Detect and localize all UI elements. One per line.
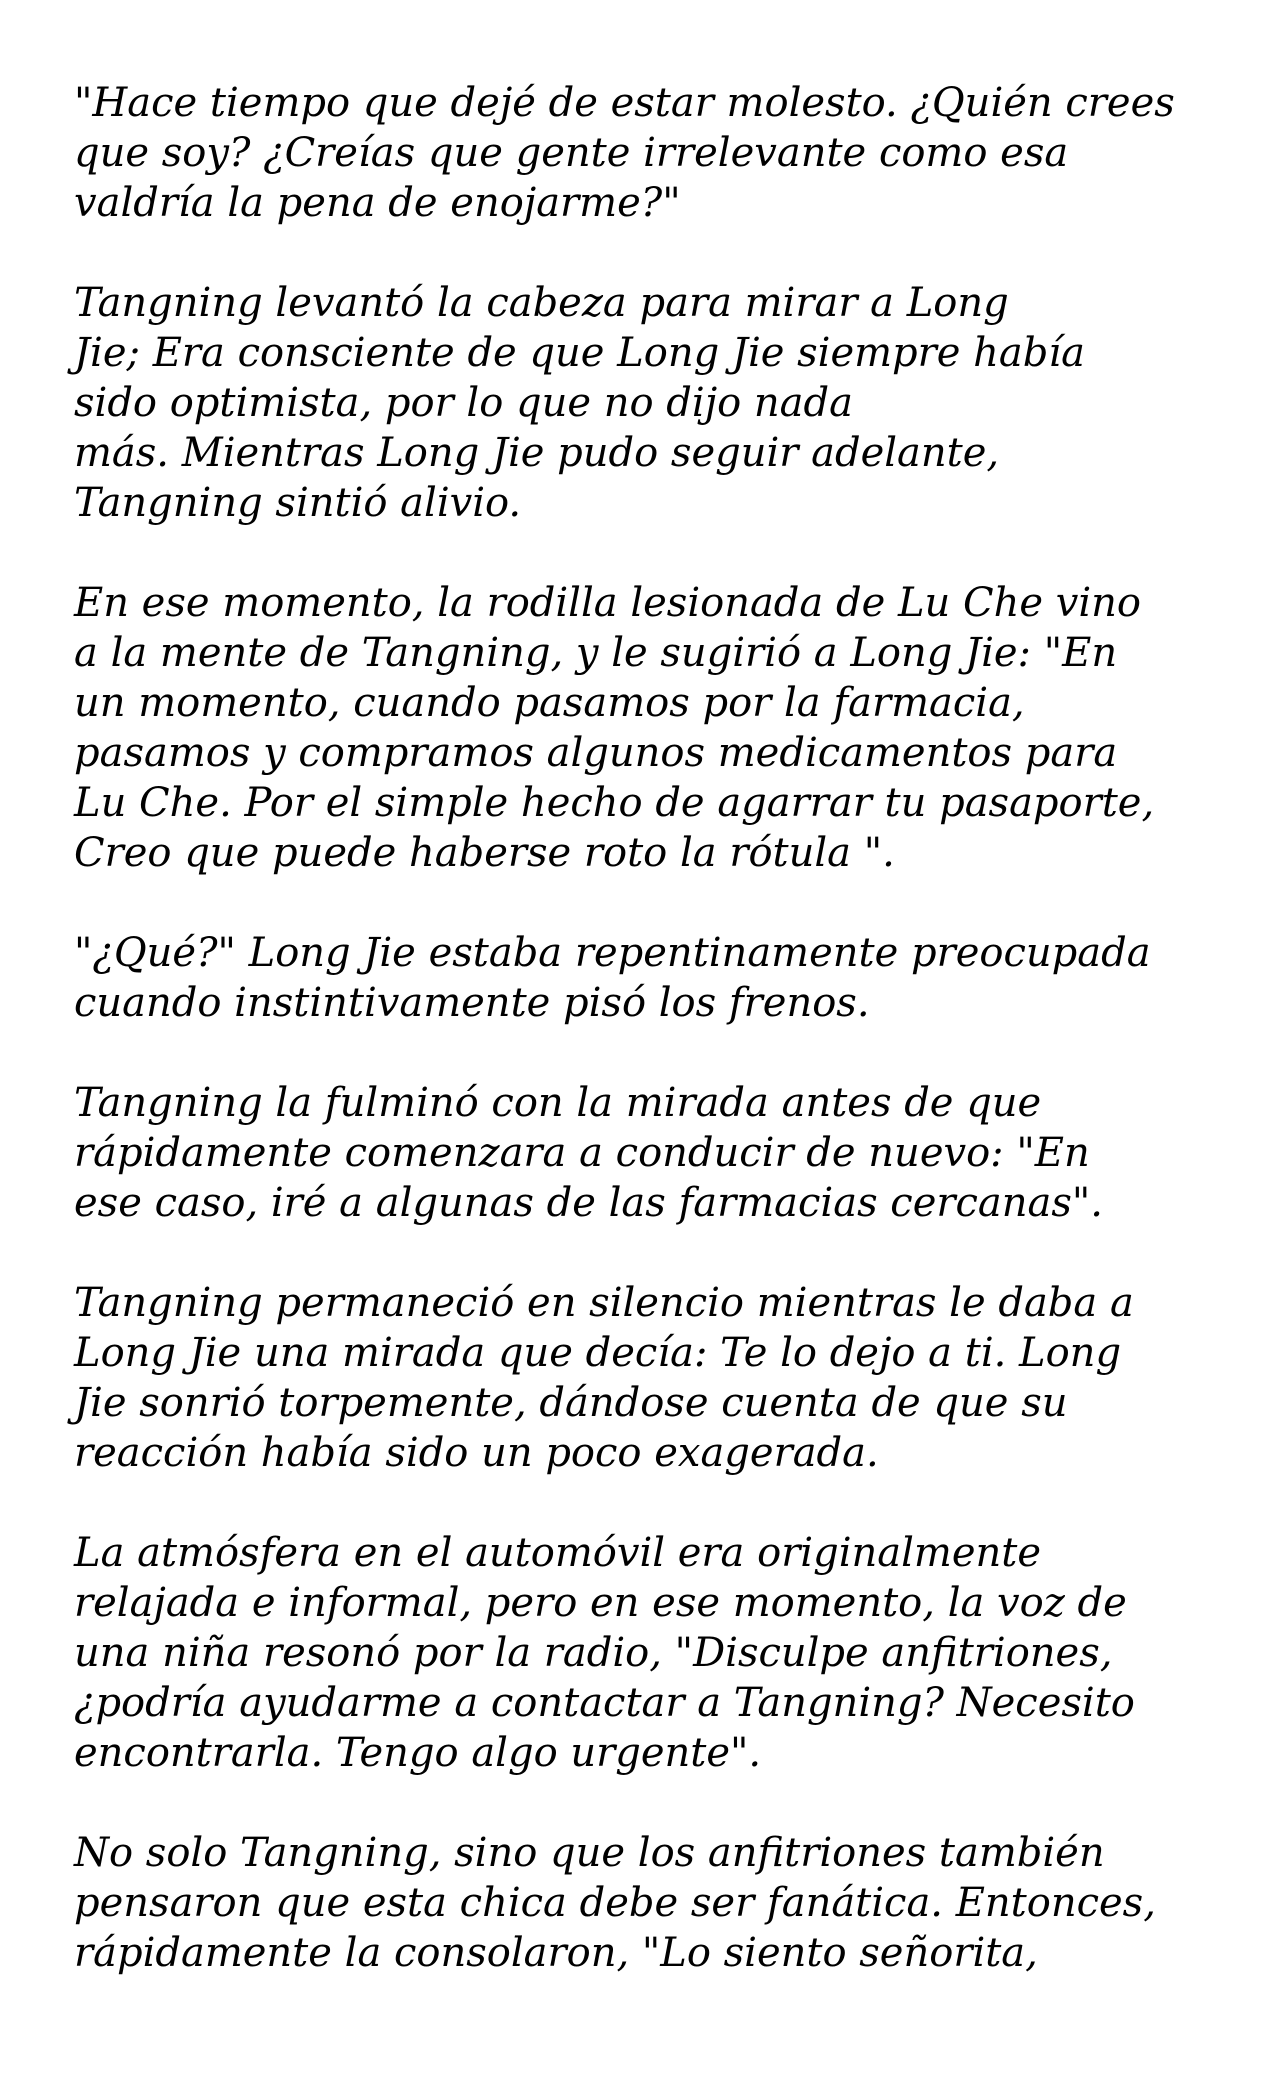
text-line: En ese momento, la rodilla lesionada de Lu Che vino (74, 580, 1141, 626)
text-line: Tangning sintió alivio. (74, 480, 522, 526)
paragraph (74, 928, 1214, 1028)
paragraph (74, 78, 1214, 228)
text-line: más. Mientras Long Jie pudo seguir adelante, (74, 430, 1000, 476)
document-page (74, 78, 1214, 2028)
text-line: cuando instintivamente pisó los frenos. (74, 980, 870, 1026)
text-line: relajada e informal, pero en ese momento, la voz de (74, 1580, 1127, 1626)
text-line: ¿podría ayudarme a contactar a Tangning? Necesito (74, 1680, 1135, 1726)
text-line: Tangning la fulminó con la mirada antes de que (74, 1080, 1042, 1126)
paragraph (74, 1828, 1214, 1978)
text-line: una niña resonó por la radio, "Disculpe anfitriones, (74, 1630, 1113, 1676)
text-line: encontrarla. Tengo algo urgente". (74, 1730, 762, 1776)
text-line: Tangning permaneció en silencio mientras le daba a (74, 1280, 1134, 1326)
text-line: sido optimista, por lo que no dijo nada (74, 380, 853, 426)
text-line: a la mente de Tangning, y le sugirió a Long Jie: "En (74, 630, 1118, 676)
paragraph (74, 278, 1214, 528)
paragraph (74, 1078, 1214, 1228)
paragraph (74, 1278, 1214, 1478)
text-line: pensaron que esta chica debe ser fanática. Entonces, (74, 1880, 1156, 1926)
text-line: ese caso, iré a algunas de las farmacias cercanas". (74, 1180, 1104, 1226)
text-line: Lu Che. Por el simple hecho de agarrar tu pasaporte, (74, 780, 1155, 826)
text-line: Jie sonrió torpemente, dándose cuenta de que su (74, 1380, 1068, 1426)
text-line: que soy? ¿Creías que gente irrelevante como esa (74, 130, 1069, 176)
paragraph (74, 578, 1214, 878)
text-line: rápidamente comenzara a conducir de nuevo: "En (74, 1130, 1090, 1176)
text-line: pasamos y compramos algunos medicamentos para (74, 730, 1118, 776)
text-line: No solo Tangning, sino que los anfitriones también (74, 1830, 1105, 1876)
paragraph (74, 1528, 1214, 1778)
text-line: Creo que puede haberse roto la rótula ". (74, 830, 895, 876)
text-line: Tangning levantó la cabeza para mirar a Long (74, 280, 1009, 326)
text-line: "Hace tiempo que dejé de estar molesto. ¿Quién crees (74, 80, 1175, 126)
text-line: reacción había sido un poco exagerada. (74, 1430, 879, 1476)
text-line: valdría la pena de enojarme?" (74, 180, 681, 226)
text-line: La atmósfera en el automóvil era originalmente (74, 1530, 1042, 1576)
text-line: Long Jie una mirada que decía: Te lo dejo a ti. Long (74, 1330, 1122, 1376)
text-line: un momento, cuando pasamos por la farmacia, (74, 680, 1025, 726)
text-line: Jie; Era consciente de que Long Jie siempre había (74, 330, 1086, 376)
text-line: rápidamente la consolaron, "Lo siento señorita, (74, 1930, 1038, 1976)
text-line: "¿Qué?" Long Jie estaba repentinamente preocupada (74, 930, 1151, 976)
